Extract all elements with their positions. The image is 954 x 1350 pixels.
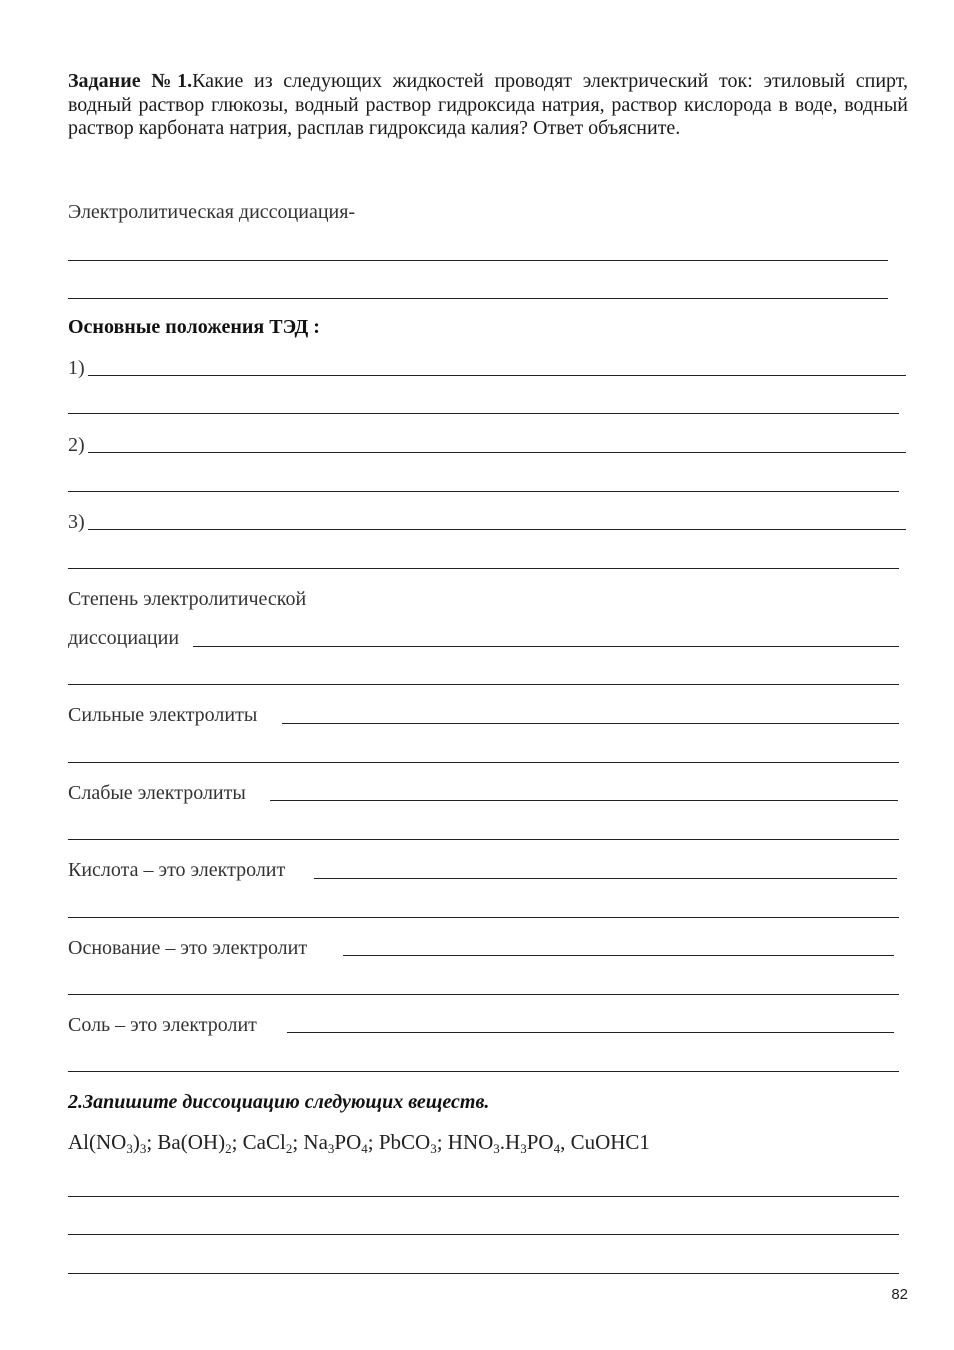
answer-line[interactable]: [68, 1234, 899, 1235]
salt-definition-label: Соль – это электролит: [68, 1014, 257, 1036]
formula-list: $Al(NO_3)_3$; $Ba(OH)_2$; CaCl$_2$; $Na_3PO_4$; PbCO$_3$; $HNO_3.H_3PO_4$, CuOHC1: [68, 1130, 650, 1156]
answer-line[interactable]: [270, 800, 898, 801]
strong-electrolytes-label: Сильные электролиты: [68, 704, 258, 726]
answer-line[interactable]: [68, 568, 899, 569]
answer-line[interactable]: [343, 955, 894, 956]
answer-line[interactable]: [88, 452, 906, 453]
weak-electrolytes-label: Слабые электролиты: [68, 782, 246, 804]
answer-line[interactable]: [88, 529, 906, 530]
ted-item-2-number: 2): [68, 434, 85, 456]
answer-line[interactable]: [68, 1196, 899, 1197]
answer-line[interactable]: [68, 1071, 899, 1072]
answer-line[interactable]: [68, 491, 899, 492]
answer-line[interactable]: [68, 994, 899, 995]
answer-line[interactable]: [68, 298, 888, 299]
dissociation-label: Электролитическая диссоциация-: [68, 201, 356, 223]
acid-definition-label: Кислота – это электролит: [68, 859, 286, 881]
answer-line[interactable]: [282, 723, 899, 724]
answer-line[interactable]: [88, 375, 906, 376]
degree-label-line2: диссоциации: [68, 627, 180, 649]
answer-line[interactable]: [68, 762, 899, 763]
answer-line[interactable]: [68, 917, 899, 918]
answer-line[interactable]: [68, 1273, 899, 1274]
task1-label: Задание №1.: [68, 70, 193, 92]
task1-text: [68, 70, 908, 141]
answer-line[interactable]: [68, 684, 899, 685]
answer-line[interactable]: [68, 413, 899, 414]
answer-line[interactable]: [287, 1032, 894, 1033]
page-number: 82: [891, 1286, 908, 1303]
base-definition-label: Основание – это электролит: [68, 937, 308, 959]
ted-item-3-number: 3): [68, 511, 85, 533]
answer-line[interactable]: [193, 646, 899, 647]
degree-label-line1: Степень электролитической: [68, 588, 307, 610]
ted-item-1-number: 1): [68, 357, 85, 379]
answer-line[interactable]: [314, 878, 897, 879]
task1-body: Какие из следующих жидкостей проводят электрический ток: этиловый спирт, водный раствор глюкозы, водный раствор гидроксида натрия, раствор кислорода в воде, водный раствор карбоната натрия, расплав гидроксида калия? Ответ объясните.: [68, 70, 908, 139]
answer-line[interactable]: [68, 839, 899, 840]
ted-heading: Основные положения ТЭД :: [68, 316, 320, 338]
task2-heading: 2.Запишите диссоциацию следующих веществ.: [68, 1091, 490, 1113]
answer-line[interactable]: [68, 260, 888, 261]
